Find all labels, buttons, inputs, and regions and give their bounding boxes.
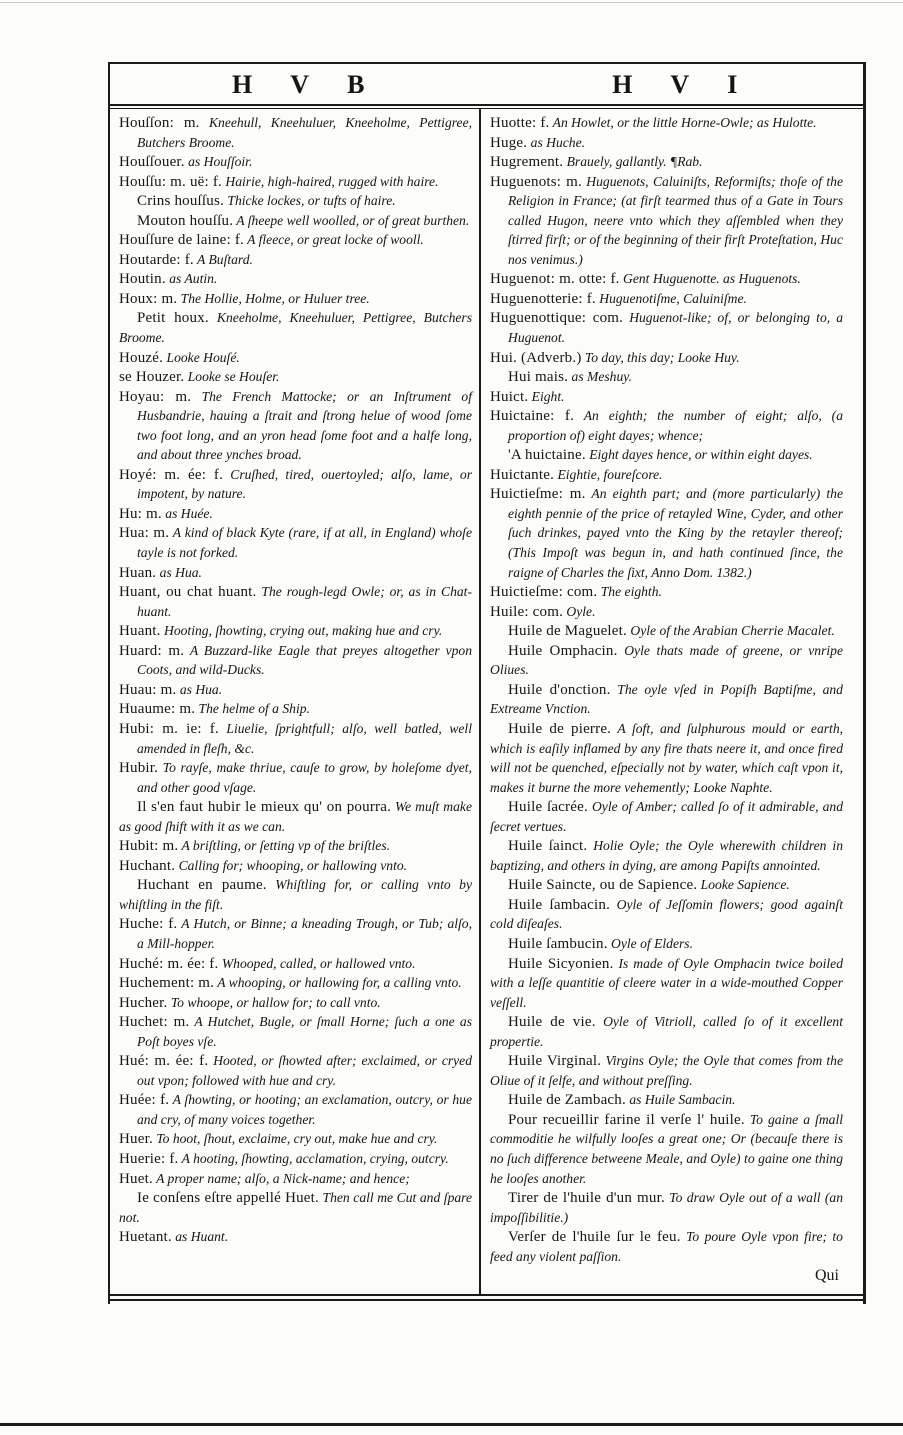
entry-headword: Il s'en faut hubir le mieux qu' on pourra. xyxy=(137,799,392,816)
entry-definition: Oyle of Elders. xyxy=(607,935,693,951)
entry-definition: Liuelie, ſprightfull; alſo, well batled, well amended in fleſh, &c. xyxy=(137,720,472,756)
left-column xyxy=(110,109,479,1294)
dictionary-entry xyxy=(119,622,472,642)
entry-definition: as Huée. xyxy=(161,505,213,521)
entry-headword: Huchet: m. xyxy=(119,1014,190,1031)
entry-definition: A kind of black Kyte (rare, if at all, in England) whoſe tayle is not forked. xyxy=(137,525,472,561)
entry-definition: A proper name; alſo, a Nick-name; and hence; xyxy=(152,1170,410,1186)
entry-headword: Hubir. xyxy=(119,760,159,777)
entry-definition: A fleece, or great locke of wooll. xyxy=(244,232,424,248)
dictionary-entry xyxy=(490,134,843,154)
dictionary-entry xyxy=(490,114,843,134)
entry-definition: Cruſhed, tired, ouertoyled; alſo, lame, or impotent, by nature. xyxy=(137,466,472,502)
entry-headword: Huchant. xyxy=(119,857,176,874)
entry-definition: Whooped, called, or hallowed vnto. xyxy=(218,955,416,971)
entry-headword: Petit houx. xyxy=(137,310,209,327)
entry-definition: The rough-legd Owle; or, as in Chat-huant. xyxy=(137,584,472,619)
dictionary-entry xyxy=(119,466,472,505)
dictionary-entry xyxy=(490,290,843,310)
entry-headword: Huerie: f. xyxy=(119,1150,179,1167)
entry-definition: Oyle thats made of greene, or vnripe Oliues. xyxy=(490,642,843,678)
entry-definition: Virgins Oyle; the Oyle that comes from the Oliue of it ſelfe, and without preſſing. xyxy=(490,1053,844,1088)
dictionary-entry xyxy=(490,349,843,369)
entry-headword: Huict. xyxy=(490,388,529,405)
entry-definition: A Buzzard-like Eagle that preyes altogether vpon Coots, and wild-Ducks. xyxy=(137,642,473,678)
scan-edge-top xyxy=(0,2,903,3)
dictionary-entry xyxy=(119,1130,472,1150)
entry-headword: Huan. xyxy=(119,564,157,581)
entry-definition: Brauely, gallantly. ¶Rab. xyxy=(563,154,703,170)
entry-headword: Huant, ou chat huant. xyxy=(119,584,257,601)
dictionary-entry xyxy=(119,798,472,837)
entry-definition: To draw Oyle out of a wall (an impoſſibilitie.) xyxy=(490,1190,844,1225)
entry-headword: Huile de vie. xyxy=(508,1014,596,1031)
entry-headword: Huguenot: m. otte: f. xyxy=(490,271,620,288)
entry-headword: Huard: m. xyxy=(119,642,185,659)
dictionary-entry xyxy=(119,153,472,173)
dictionary-entry xyxy=(119,173,472,193)
entry-definition: The Hollie, Holme, or Huluer tree. xyxy=(177,290,370,306)
entry-definition: A Buſtard. xyxy=(193,251,253,267)
dictionary-entry xyxy=(490,1228,843,1267)
entry-definition: Huguenots, Caluiniſts, Reformiſts; thoſe of the Religion in France; (at firſt tearmed thus of a Gate in Tours called Hugon, neere vnto which they aſſembled when they ſtirred firſt; or of the beginning of their firſt Proteſtation, Huc nos venimus.) xyxy=(508,173,843,267)
entry-headword: Houſſure de laine: f. xyxy=(119,232,244,249)
entry-headword: Huile ſambacin. xyxy=(508,896,611,913)
entry-definition: Is made of Oyle Omphacin twice boiled with a leſſe quantitie of cleere water in a wide-mouthed Copper veſſell. xyxy=(490,955,843,1010)
entry-headword: Houſſouer. xyxy=(119,154,185,171)
dictionary-entry xyxy=(119,1150,472,1170)
entry-headword: Huile: com. xyxy=(490,603,564,620)
entry-definition: A Hutchet, Bugle, or ſmall Horne; ſuch a one as Poſt boyes vſe. xyxy=(137,1014,472,1049)
dictionary-entry xyxy=(490,153,843,173)
dictionary-entry xyxy=(119,251,472,271)
entry-definition: An Howlet, or the little Horne-Owle; as Hulotte. xyxy=(549,115,817,130)
entry-definition: as Huant. xyxy=(171,1229,229,1245)
entry-headword: Huile Saincte, ou de Sapience. xyxy=(508,877,698,894)
dictionary-entry xyxy=(119,1013,472,1052)
entry-headword: Hui. (Adverb.) xyxy=(490,349,582,366)
dictionary-entry xyxy=(490,407,843,446)
dictionary-entry xyxy=(490,681,843,720)
entry-headword: Huile Sicyonien. xyxy=(508,955,614,972)
entry-definition: We muſt make as good ſhift with it as we can. xyxy=(119,799,472,834)
entry-headword: Huile Omphacin. xyxy=(508,642,618,659)
entry-headword: Hua: m. xyxy=(119,525,170,542)
dictionary-entry xyxy=(119,681,472,701)
entry-headword: Huile ſainct. xyxy=(508,838,588,855)
entry-definition: Thicke lockes, or tufts of haire. xyxy=(223,193,396,209)
dictionary-entry xyxy=(119,915,472,954)
dictionary-entry xyxy=(119,114,472,153)
dictionary-entry xyxy=(490,309,843,348)
entry-headword: Huguenots: m. xyxy=(490,173,582,190)
entry-definition: A whooping, or hallowing for, a calling vnto. xyxy=(214,975,462,991)
dictionary-entry xyxy=(119,720,472,759)
entry-headword: Huant. xyxy=(119,623,161,640)
entry-definition: Eight dayes hence, or within eight dayes. xyxy=(585,447,813,463)
dictionary-entry xyxy=(490,622,843,642)
dictionary-entry xyxy=(119,349,472,369)
dictionary-entry xyxy=(119,1228,472,1248)
entry-definition: The oyle vſed in Popiſh Baptiſme, and Extreame Vnction. xyxy=(490,681,843,717)
dictionary-entry xyxy=(490,173,843,271)
dictionary-entry xyxy=(119,1052,472,1091)
dictionary-entry xyxy=(490,485,843,583)
dictionary-entry xyxy=(119,368,472,388)
entry-headword: Verſer de l'huile ſur le feu. xyxy=(508,1229,681,1246)
entry-definition: Then call me Cut and ſpare not. xyxy=(119,1190,472,1225)
entry-definition: An eighth; the number of eight; alſo, (a proportion of) eight dayes; whence; xyxy=(508,408,843,443)
catchword: Qui xyxy=(815,1267,839,1285)
entry-headword: Huge. xyxy=(490,134,528,151)
entry-definition: as Houſſoir. xyxy=(184,154,253,170)
entry-definition: Eight. xyxy=(528,388,565,404)
dictionary-entry xyxy=(119,270,472,290)
entry-definition: Huguenot-like; of, or belonging to, a Huguenot. xyxy=(508,310,844,346)
entry-headword: Hubit: m. xyxy=(119,838,179,855)
dictionary-entry xyxy=(119,955,472,975)
dictionary-entry xyxy=(119,994,472,1014)
dictionary-entry xyxy=(119,857,472,877)
dictionary-entry xyxy=(490,603,843,623)
entry-definition: as Autin. xyxy=(165,271,218,287)
entry-definition: Hooting, ſhowting, crying out, making hue and cry. xyxy=(160,623,443,639)
entry-definition: Oyle of the Arabian Cherrie Macalet. xyxy=(626,623,835,639)
entry-definition: Looke Sapience. xyxy=(697,877,790,893)
entry-definition: as Huile Sambacin. xyxy=(625,1092,736,1108)
entry-headword: Houtin. xyxy=(119,271,166,288)
left-column-header: H V B xyxy=(232,70,381,99)
right-column xyxy=(481,109,850,1294)
entry-definition: The eighth. xyxy=(597,584,662,600)
dictionary-entry xyxy=(490,1111,843,1189)
entry-definition: as Hua. xyxy=(156,564,202,580)
entry-definition: To rayſe, make thriue, cauſe to grow, by holeſome dyet, and other good vſage. xyxy=(137,760,472,795)
entry-definition: Looke se Houſer. xyxy=(184,369,280,385)
entry-definition: Holie Oyle; the Oyle wherewith children in baptizing, and others in dying, are among Papiſts annointed. xyxy=(490,838,843,873)
entry-headword: Huetant. xyxy=(119,1229,172,1246)
dictionary-entry xyxy=(119,583,472,622)
dictionary-entry xyxy=(490,876,843,896)
entry-definition: Gent Huguenotte. as Huguenots. xyxy=(619,271,801,287)
entry-headword: Crins houſſus. xyxy=(137,193,224,210)
dictionary-entry xyxy=(490,1052,843,1091)
entry-definition: Oyle of Vitrioll, called ſo of it excellent propertie. xyxy=(490,1014,843,1049)
dictionary-entry xyxy=(119,642,472,681)
right-column-header: H V I xyxy=(612,70,754,99)
entry-definition: To gaine a ſmall commoditie he wilfully looſes a great one; Or (becauſe there is no ſuch difference betweene Meale, and Oyle) to gaine one thing he looſes another. xyxy=(490,1111,843,1186)
entry-headword: Huictaine: f. xyxy=(490,408,575,425)
dictionary-entry xyxy=(490,896,843,935)
entry-headword: Huaume: m. xyxy=(119,701,196,718)
dictionary-entry xyxy=(490,583,843,603)
entry-headword: Huile de Zambach. xyxy=(508,1092,626,1109)
entry-definition: To day, this day; Looke Huy. xyxy=(581,349,740,365)
entry-definition: Hooted, or ſhowted after; exclaimed, or cryed out vpon; followed with hue and cry. xyxy=(137,1053,473,1088)
dictionary-entry xyxy=(490,368,843,388)
entry-definition: A hooting, ſhowting, acclamation, crying, outcry. xyxy=(178,1150,449,1166)
entry-headword: Huile de Maguelet. xyxy=(508,623,627,640)
entry-headword: Pour recueillir farine il verſe l' huile. xyxy=(508,1111,745,1128)
entry-definition: Kneeholme, Kneehuluer, Pettigree, Butchers Broome. xyxy=(119,310,473,346)
dictionary-entry xyxy=(119,505,472,525)
entry-headword: Hoyau: m. xyxy=(119,388,192,405)
entry-definition: Kneehull, Kneehuluer, Kneeholme, Pettigree, Butchers Broome. xyxy=(137,115,473,150)
dictionary-entry xyxy=(119,564,472,584)
entry-definition: Eightie, foureſcore. xyxy=(554,466,663,482)
dictionary-entry xyxy=(490,720,843,798)
dictionary-entry xyxy=(490,466,843,486)
entry-headword: Huictante. xyxy=(490,466,555,483)
dictionary-entry xyxy=(119,524,472,563)
dictionary-entry xyxy=(119,309,472,348)
entry-definition: A ſheepe well woolled, or of great burthen. xyxy=(233,212,470,228)
entry-headword: Huché: m. ée: f. xyxy=(119,955,219,972)
entry-headword: Huchement: m. xyxy=(119,975,215,992)
entry-headword: Huile de pierre. xyxy=(508,720,612,737)
dictionary-entry xyxy=(490,446,843,466)
dictionary-entry xyxy=(119,876,472,915)
entry-definition: as Huche. xyxy=(527,134,586,150)
entry-headword: Huguenottique: com. xyxy=(490,310,624,327)
dictionary-entry xyxy=(119,388,472,466)
dictionary-entry xyxy=(490,270,843,290)
entry-definition: A Hutch, or Binne; a kneading Trough, or Tub; alſo, a Mill-hopper. xyxy=(137,916,472,951)
running-header xyxy=(110,64,863,104)
entry-headword: Huguenotterie: f. xyxy=(490,290,596,307)
entry-headword: Houx: m. xyxy=(119,290,178,307)
entry-headword: Ie conſens eſtre appellé Huet. xyxy=(137,1190,319,1207)
entry-definition: The helme of a Ship. xyxy=(195,701,310,717)
entry-headword: Hu: m. xyxy=(119,505,162,522)
dictionary-entry xyxy=(490,642,843,681)
entry-definition: Oyle. xyxy=(563,603,596,619)
entry-definition: Huguenotiſme, Caluiniſme. xyxy=(595,290,747,306)
entry-definition: Oyle of Jeſſomin flowers; good againſt cold diſeaſes. xyxy=(490,896,843,932)
entry-headword: se Houzer. xyxy=(119,369,185,386)
entry-definition: The French Mattocke; or an Inſtrument of Husbandrie, hauing a ſtrait and ſtrong helue of wood ſome two foot long, and an yron head ſome foot and a halfe long, and about three ynches broad. xyxy=(137,388,472,463)
entry-headword: Tirer de l'huile d'un mur. xyxy=(508,1190,665,1207)
entry-headword: Hué: m. ée: f. xyxy=(119,1053,209,1070)
scan-edge-bottom xyxy=(0,1423,903,1426)
entry-headword: 'A huictaine. xyxy=(508,447,586,464)
dictionary-entry xyxy=(119,212,472,232)
dictionary-entry xyxy=(490,388,843,408)
dictionary-entry xyxy=(119,837,472,857)
text-block xyxy=(110,109,863,1294)
entry-headword: Houtarde: f. xyxy=(119,251,194,268)
dictionary-entry xyxy=(490,1091,843,1111)
entry-headword: Mouton houſſu. xyxy=(137,212,234,229)
dictionary-entry xyxy=(490,935,843,955)
dictionary-entry xyxy=(490,955,843,1014)
dictionary-entry xyxy=(119,1170,472,1190)
entry-headword: Houſſu: m. uë: f. xyxy=(119,173,222,190)
entry-definition: Whiſtling for, or calling vnto by whiſtling in the fiſt. xyxy=(119,877,472,912)
entry-headword: Huet. xyxy=(119,1170,153,1187)
dictionary-entry xyxy=(119,231,472,251)
entry-definition: To whoope, or hallow for; to call vnto. xyxy=(167,994,381,1010)
entry-definition: Hairie, high-haired, rugged with haire. xyxy=(221,173,439,189)
entry-headword: Houzé. xyxy=(119,349,164,366)
entry-headword: Huictieſme: com. xyxy=(490,584,598,601)
dictionary-entry xyxy=(490,798,843,837)
dictionary-entry xyxy=(119,700,472,720)
entry-definition: A briſtling, or ſetting vp of the briſtles. xyxy=(178,838,391,854)
dictionary-entry xyxy=(119,759,472,798)
dictionary-entry xyxy=(119,1091,472,1130)
entry-headword: Hui mais. xyxy=(508,369,569,386)
bottom-rule xyxy=(110,1294,863,1301)
entry-definition: An eighth part; and (more particularly) the eighth pennie of the price of retayled Wine, Cyder, and other ſuch drinkes, payed vnto the King by the retayler thereof; (This Impoſt was begun in, and hath continued ſince, the raigne of Charles the ſixt, Anno Dom. 1382.) xyxy=(508,486,843,580)
entry-headword: Hugrement. xyxy=(490,154,564,171)
entry-headword: Huile ſambucin. xyxy=(508,935,608,952)
entry-definition: Calling for; whooping, or hallowing vnto. xyxy=(175,857,408,873)
entry-headword: Hucher. xyxy=(119,994,168,1011)
page-frame xyxy=(108,62,866,1304)
dictionary-entry xyxy=(490,1013,843,1052)
entry-definition: To poure Oyle vpon fire; to feed any violent paſſion. xyxy=(490,1229,843,1264)
entry-definition: Looke Houſé. xyxy=(163,349,240,365)
entry-headword: Huer. xyxy=(119,1131,153,1148)
entry-definition: as Hua. xyxy=(176,681,223,697)
dictionary-entry xyxy=(119,974,472,994)
entry-headword: Hoyé: m. ée: f. xyxy=(119,466,224,483)
dictionary-entry xyxy=(119,192,472,212)
entry-headword: Huictieſme: m. xyxy=(490,486,586,503)
entry-definition: as Meshuy. xyxy=(568,369,632,385)
entry-headword: Huche: f. xyxy=(119,916,178,933)
entry-definition: To hoot, ſhout, exclaime, cry out, make hue and cry. xyxy=(152,1131,438,1147)
entry-definition: A ſoft, and ſulphurous mould or earth, which is eaſily inflamed by any fire thats neere it, and once fired will not be quenched, eſpecially not by water, which caſt vpon it, makes it burne the more vehemently; Looke Naphte. xyxy=(490,720,844,795)
entry-headword: Hubi: m. ie: f. xyxy=(119,720,219,737)
entry-definition: A ſhowting, or hooting; an exclamation, outcry, or hue and cry, of many voices together. xyxy=(137,1092,472,1127)
entry-headword: Huile ſacrée. xyxy=(508,799,588,816)
entry-headword: Houſſon: m. xyxy=(119,115,200,131)
entry-headword: Huau: m. xyxy=(119,681,177,698)
entry-headword: Huile d'onction. xyxy=(508,681,611,698)
entry-headword: Huchant en paume. xyxy=(137,877,267,894)
dictionary-entry xyxy=(490,837,843,876)
entry-headword: Huile Virginal. xyxy=(508,1053,602,1070)
entry-definition: Oyle of Amber; called ſo of it admirable, and ſecret vertues. xyxy=(490,799,843,834)
dictionary-entry xyxy=(119,1189,472,1228)
entry-headword: Huée: f. xyxy=(119,1092,170,1109)
entry-headword: Huotte: f. xyxy=(490,115,550,131)
dictionary-entry xyxy=(119,290,472,310)
dictionary-entry xyxy=(490,1189,843,1228)
